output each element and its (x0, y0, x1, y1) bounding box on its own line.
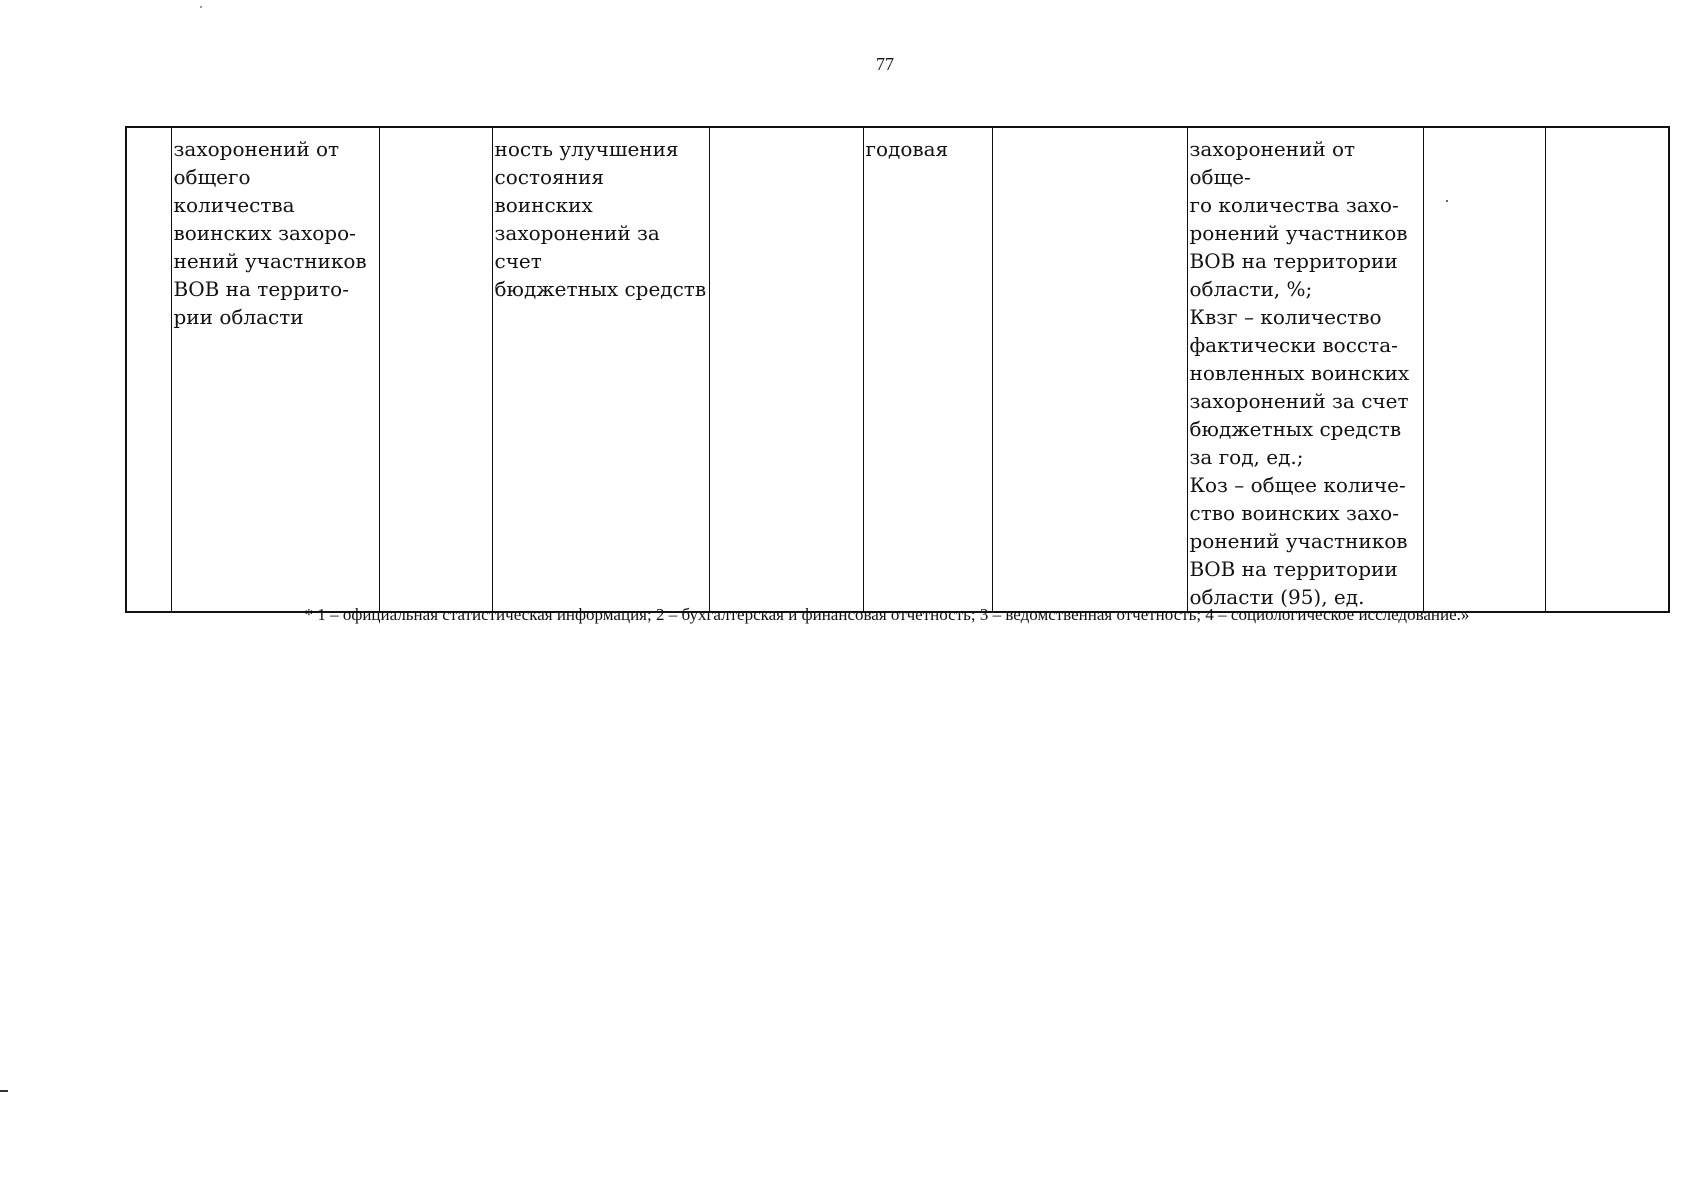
page-number: 77 (876, 54, 894, 74)
table-cell-unit (379, 127, 492, 612)
indicator-table (125, 126, 1670, 613)
scan-artifact-dot (200, 6, 202, 8)
table-row (126, 127, 1669, 612)
table-cell-empty (1545, 127, 1669, 612)
table-cell-empty (709, 127, 863, 612)
table-cell-definition: ность улучшения состояния воинских захоронений за счет бюджетных средств (492, 127, 709, 612)
table-cell-empty (992, 127, 1187, 612)
table-cell-formula-description: захоронений от обще- го количества захо- ронений участников ВОВ на территории области, %; Квзг – количество фактически восста- новленных воинских захоронений за счет бюджетных средств за год, ед.; Коз – общее количе- ство воинских захо- ронений участников ВОВ на территории области (95), ед. (1187, 127, 1423, 612)
scan-artifact-dash (0, 1090, 8, 1092)
scan-artifact-dot (1446, 200, 1448, 202)
table-cell-empty (1423, 127, 1545, 612)
table-cell-periodicity: годовая (863, 127, 992, 612)
footnote: * 1 – официальная статистическая информация; 2 – бухгалтерская и финансовая отчетность; 3 – ведомственная отчетность; 4 – социологическое исследование.» (304, 605, 1470, 624)
table-cell-indicator-name: захоронений от общего количества воинских захоро- нений участников ВОВ на террито- рии области (171, 127, 379, 612)
table-cell-number (126, 127, 171, 612)
